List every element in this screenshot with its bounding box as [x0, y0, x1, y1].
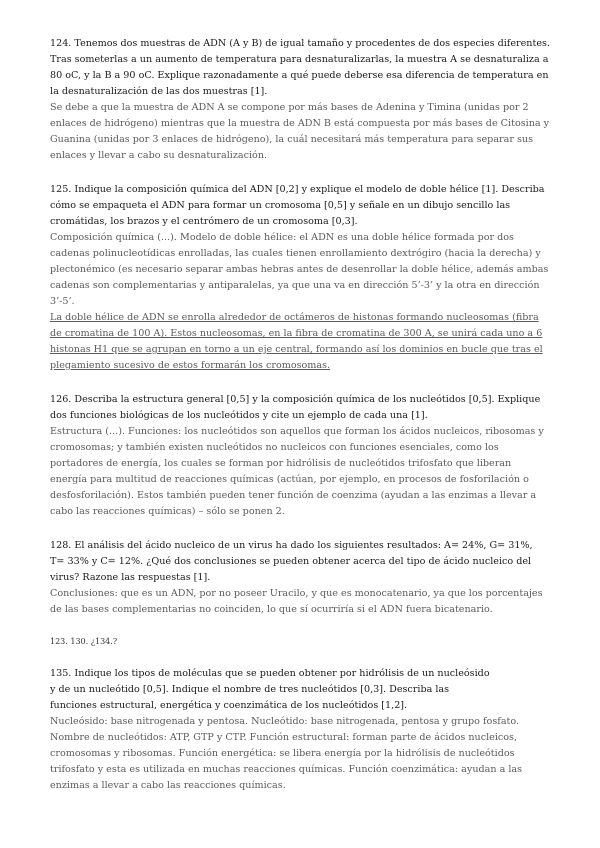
- question-126: 126. Describa la estructura general [0,5] y la composición química de los nucleótidos [0,5]. Explique dos funciones biológicas de los nucleótidos y cite un ejemplo de cada una [1].: [50, 394, 541, 421]
- question-135-line-2: y de un nucleótido [0,5]. Indique el nombre de tres nucleótidos [0,3]. Describa las: [50, 684, 450, 695]
- question-124-block: [50, 36, 550, 164]
- answer-126: Estructura (...). Funciones: los nucleótidos son aquellos que forman los ácidos nucleicos, ribosomas y cromosomas; y también existen nucleótidos no nucleicos con funciones esenciales, como los portadores de energía, los cuales se forman por hidrólisis de nucleótidos trifosfato que liberan energía para multitud de reacciones químicas (actúan, por ejemplo, en procesos de fosforilación o desfosforilación). Estos también pueden tener función de coenzima (ayudan a las enzimas a llevar a cabo las reacciones químicas) – sólo se ponen 2.: [50, 426, 544, 517]
- question-125-block: [50, 182, 550, 374]
- answer-135: Nucleósido: base nitrogenada y pentosa. Nucleótido: base nitrogenada, pentosa y grupo fosfato. Nombre de nucleótidos: ATP, GTP y CTP. Función estructural: forman parte de ácidos nucleicos, cromosomas y ribosomas. Función energética: se libera energía por la hidrólisis de nucleótidos trifosfato y esta es utilizada en muchas reacciones químicas. Función coenzimática: ayudan a las enzimas a llevar a cabo las reacciones químicas.: [50, 716, 523, 791]
- answer-125-underlined: La doble hélice de ADN se enrolla alrededor de octámeros de histonas formando nucleosomas (fibra de cromatina de 100 A). Estos nucleosomas, en la fibra de cromatina de 300 A, se unirá cada uno a 6 histonas H1 que se agrupan en torno a un eje central, formando así los dominios en bucle que tras el plegamiento sucesivo de estos formarán los cromosomas.: [50, 312, 543, 371]
- question-128-block: [50, 538, 550, 618]
- question-125: 125. Indique la composición química del ADN [0,2] y explique el modelo de doble hélice [1]. Describa cómo se empaqueta el ADN para formar un cromosoma [0,5] y señale en un dibujo sencillo las cromátidas, los brazos y el centrómero de un cromosoma [0,3].: [50, 184, 545, 227]
- question-135-block: [50, 666, 550, 794]
- question-128: 128. El análisis del ácido nucleico de un virus ha dado los siguientes resultados: A= 24%, G= 31%, T= 33% y C= 12%. ¿Qué dos conclusiones se pueden obtener acerca del tipo de ácido nucleico del virus? Razone las respuestas [1].: [50, 540, 533, 583]
- question-124: 124. Tenemos dos muestras de ADN (A y B) de igual tamaño y procedentes de dos especies diferentes. Tras someterlas a un aumento de temperatura para desnaturalizarlas, la muestra A se desnaturaliza a 80 oC, y la B a 90 oC. Explique razonadamente a qué puede deberse esa diferencia de temperatura en la desnaturalización de las dos muestras [1].: [50, 38, 550, 97]
- answer-128: Conclusiones: que es un ADN, por no poseer Uracilo, y que es monocatenario, ya que los porcentajes de las bases complementarias no coinciden, lo que sí ocurriría si el ADN fuera bicatenario.: [50, 588, 543, 615]
- answer-125: Composición química (...). Modelo de doble hélice: el ADN es una doble hélice formada por dos cadenas polinucleotídicas enrolladas, las cuales tienen enrollamiento dextrógiro (hacia la derecha) y plectonémico (es necesario separar ambas hebras antes de desenrollar la doble hélice, además ambas cadenas son complementarias y antiparalelas, ya que una va en dirección 5’-3’ y la otra en dirección 3’-5’.: [50, 232, 549, 307]
- question-135-line-3: funciones estructural, energética y coenzimática de los nucleótidos [1,2].: [50, 700, 408, 711]
- pending-questions-note: 123. 130. ¿134.?: [50, 637, 118, 646]
- answer-124: Se debe a que la muestra de ADN A se compone por más bases de Adenina y Timina (unidas por 2 enlaces de hidrógeno) mientras que la muestra de ADN B está compuesta por más bases de Citosina y Guanina (unidas por 3 enlaces de hidrógeno), la cuál necesitará más temperatura para separar sus enlaces y llevar a cabo su desnaturalización.: [50, 102, 550, 161]
- question-135-line-1: 135. Indique los tipos de moléculas que se pueden obtener por hidrólisis de un nucleósido: [50, 668, 490, 679]
- question-126-block: [50, 392, 550, 520]
